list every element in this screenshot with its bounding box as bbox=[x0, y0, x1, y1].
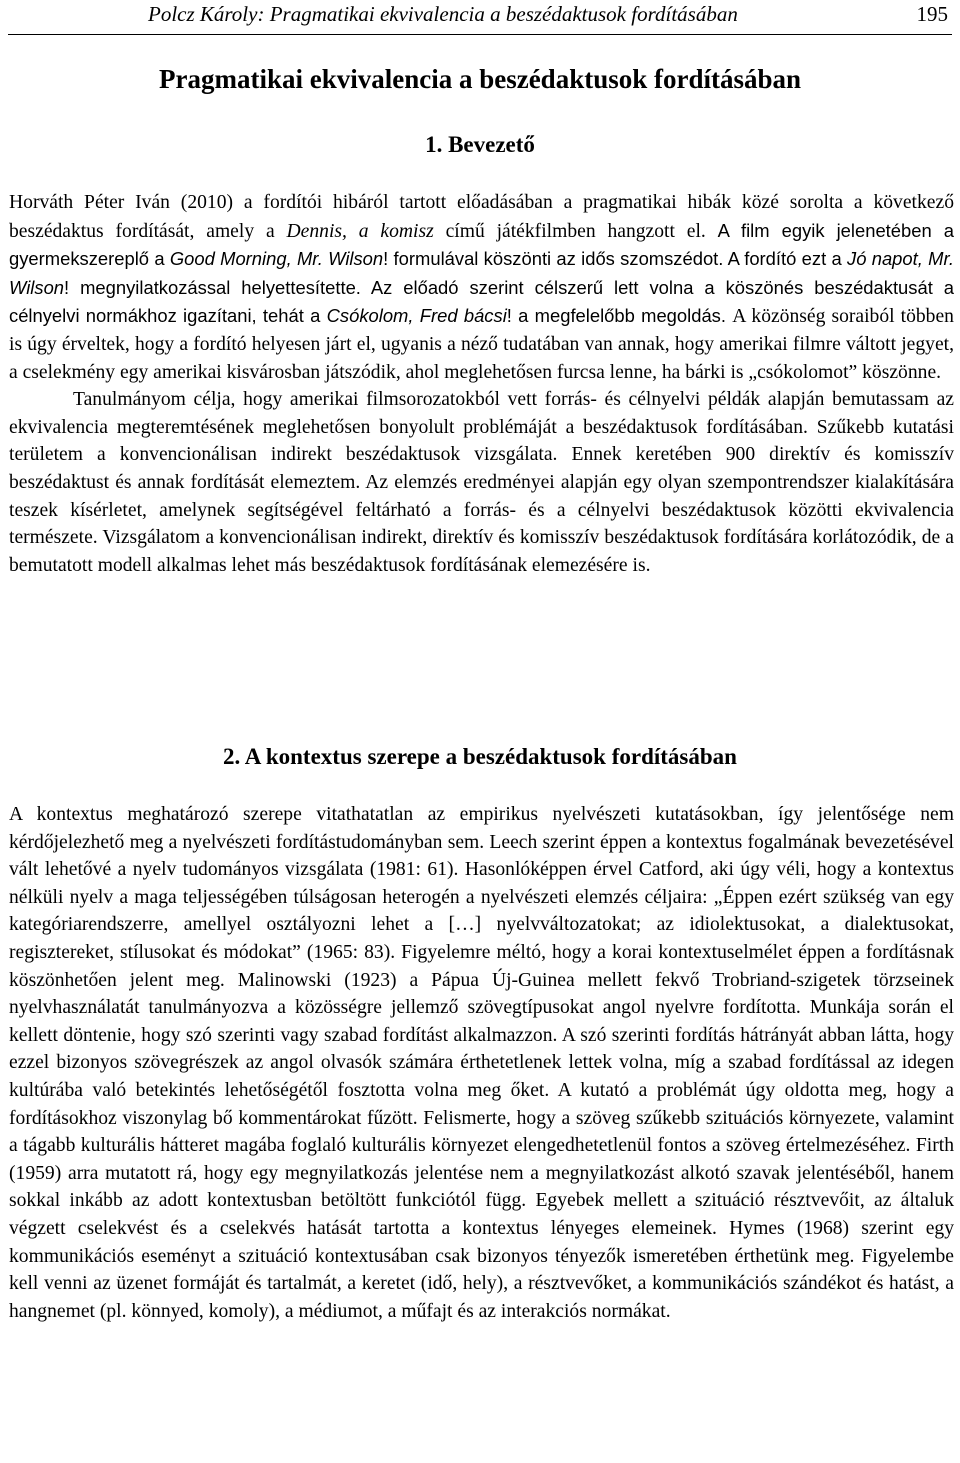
film-title: Dennis, a komisz bbox=[286, 220, 434, 242]
section-heading-context: 2. A kontextus szerepe a beszédaktusok fordításában bbox=[223, 744, 737, 769]
text-run: ! megnyilatkozással helyettesítette. bbox=[64, 276, 371, 298]
text-run: Horváth Péter Iván (2010) a fordítói hibáról tartott előadásában a pragmatikai hibák közé sorolta a következő beszédaktus fordítását, amely a bbox=[9, 192, 954, 242]
text-run: ! a megfelelőbb megoldás. bbox=[506, 305, 733, 327]
suggested-utterance: Csókolom, Fred bácsi bbox=[326, 305, 507, 327]
section-heading-introduction: 1. Bevezető bbox=[425, 132, 535, 157]
running-title: Polcz Károly: Pragmatikai ekvivalencia a beszédaktusok fordításában bbox=[148, 2, 738, 26]
source-utterance: Good Morning, Mr. Wilson bbox=[169, 248, 384, 270]
article-title: Pragmatikai ekvivalencia a beszédaktusok fordításában bbox=[158, 64, 802, 94]
text-run: ! formulával köszönti az idős szomszédot. A fordító ezt a bbox=[383, 248, 847, 270]
text-run: A közönség soraiból többen is úgy érveltek, hogy a fordító helyesen járt el, ugyanis a néző tudatában van annak, hogy amerikai filmre váltott jegyet, a cselekmény egy amerikai kisvárosban játszódik, ahol meglehetősen furcsa lenne, ha bárki is „csókolomot” köszönne. bbox=[9, 306, 954, 383]
text-run: A film egyik jelenetében a gyermekszereplő a bbox=[9, 219, 954, 270]
paragraph: A kontextus meghatározó szerepe vitathatatlan az empirikus nyelvészeti kutatásokban, így jelentősége nem kérdőjelezhető meg a nyelvészeti fordítástudományban sem. Leech szerint éppen a kontextus fogalmának bevezetésével vált lehetővé a nyelv tudományos vizsgálata (1981: 61). Hasonlóképpen érvel Catford, aki úgy véli, hogy a kontextus nélküli nyelv a maga teljességében túlságosan heterogén a nyelvészeti elemzés céljaira: „Éppen ezért szükség van egy kategóriarendszerre, amellyel osztályozni lehet a […] nyelvváltozatokat; az idiolektusokat, a dialektusokat, regisztereket, stílusokat és módokat” (1965: 83). Figyelemre méltó, hogy a korai kontextuselmélet éppen a fordításnak köszönhetően jelent meg. Malinowski (1923) a Pápua Új-Guinea mellett fekvő Trobriand-szigetek törzseinek nyelvhasználatát tanulmányozva a közösségre jellemző szövegtípusokat angol nyelvre fordította. Munkája során el kellett döntenie, hogy szó szerinti vagy szabad fordítást alkalmazzon. A szó szerinti fordítás hátrányát abban látta, hogy ezzel bizonyos szövegrészek az angol olvasók számára érthetetlenek lettek volna, míg a szabad fordítással az idegen kultúrába való betekintés lehetőségétől fosztotta volna meg őket. A kutató a problémát úgy oldotta meg, hogy a fordításokhoz viszonylag bő kommentárokat fűzött. Felismerte, hogy a szöveg szűkebb szituációs környezete, valamint a tágabb kulturális hátteret magába foglaló kulturális környezet elengedhetetlenül fontos a szöveg értelmezéséhez. Firth (1959) arra mutatott rá, hogy egy megnyilatkozás jelentése nem a megnyilatkozást alkotó szavak jelentéséből, hanem sokkal inkább az adott kontextusban betöltött funkciótól függ. Egyebek mellett a szituáció résztvevőit, az általuk végzett cselekvést és a cselekvés hatását tartotta a kontextus lényeges elemeinek. Hymes (1968) szerint egy kommunikációs eseményt a szituáció kontextusában csak bizonyos tényezők ismeretében érthetünk meg. Figyelembe kell venni az üzenet formáját és tartalmát, a keretet (idő, hely), a résztvevőket, a kommunikációs szándékot és hatást, a hangnemet (pl. könnyed, komoly), a médiumot, a műfajt és az interakciós normákat. bbox=[9, 804, 954, 1322]
paragraph bbox=[9, 189, 954, 386]
text-run: című játékfilmben hangzott el. bbox=[433, 220, 718, 242]
paragraph: Tanulmányom célja, hogy amerikai filmsorozatokból vett forrás- és célnyelvi példák alapján bemutassam az ekvivalencia megteremtésének meglehetősen bonyolult problémáját a beszédaktusok fordításában. Szűkebb kutatási területem a konvencionálisan indirekt beszédaktusok vizsgálata. Ennek keretében 900 direktív és komisszív beszédaktust és annak fordítását elemeztem. Az elemzés eredményei alapján egy olyan szempontrendszer kialakítására teszek kísérletet, amelynek segítségével feltárható a forrás- és a célnyelvi beszédaktusok közötti ekvivalencia természete. Vizsgálatom a konvencionálisan indirekt, direktív és komisszív beszédaktusok fordítására korlátozódik, de a bemutatott modell alkalmas lehet más beszédaktusok fordításának elemezésére is. bbox=[9, 389, 954, 576]
target-utterance: Jó napot, Mr. Wilson bbox=[9, 248, 955, 298]
page-number: 195 bbox=[916, 2, 948, 26]
running-header bbox=[8, 0, 952, 35]
section-context-body bbox=[9, 801, 954, 1325]
section-introduction-body bbox=[9, 189, 954, 579]
text-run: Az előadó szerint célszerű lett volna a köszönés beszédaktusát a célnyelvi normákhoz igazítani, tehát a bbox=[9, 276, 954, 327]
